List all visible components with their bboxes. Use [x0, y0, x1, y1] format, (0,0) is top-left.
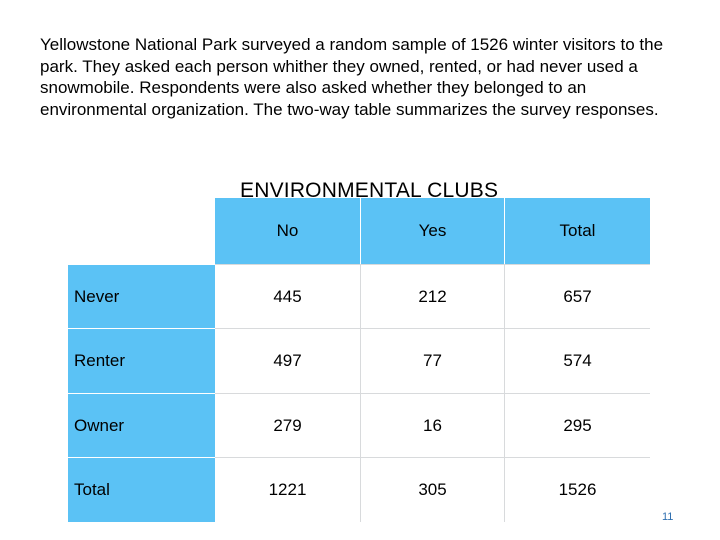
row-label-renter: Renter [68, 328, 215, 393]
table-cell: 445 [215, 264, 360, 328]
table-cell: 16 [360, 393, 504, 457]
two-way-table [68, 198, 650, 522]
table-corner-cell [68, 198, 215, 264]
row-label-total: Total [68, 457, 215, 522]
table-cell: 1221 [215, 457, 360, 522]
column-header-total: Total [504, 198, 650, 264]
table-cell: 305 [360, 457, 504, 522]
table-cell: 497 [215, 328, 360, 393]
table-cell: 212 [360, 264, 504, 328]
row-label-owner: Owner [68, 393, 215, 457]
table-cell: 1526 [504, 457, 650, 522]
page-number: 11 [662, 511, 674, 523]
column-header-no: No [215, 198, 360, 264]
row-label-never: Never [68, 264, 215, 328]
table-cell: 657 [504, 264, 650, 328]
table-cell: 295 [504, 393, 650, 457]
table-cell: 574 [504, 328, 650, 393]
column-header-yes: Yes [360, 198, 504, 264]
table-title: ENVIRONMENTAL CLUBS [240, 179, 499, 198]
table-cell: 77 [360, 328, 504, 393]
table-cell: 279 [215, 393, 360, 457]
intro-paragraph: Yellowstone National Park surveyed a random sample of 1526 winter visitors to the park. They asked each person whither they owned, rented, or had never used a snowmobile. Respondents were also asked whether they belonged to an environmental organization. The two-way table summarizes the survey responses. [40, 35, 664, 119]
